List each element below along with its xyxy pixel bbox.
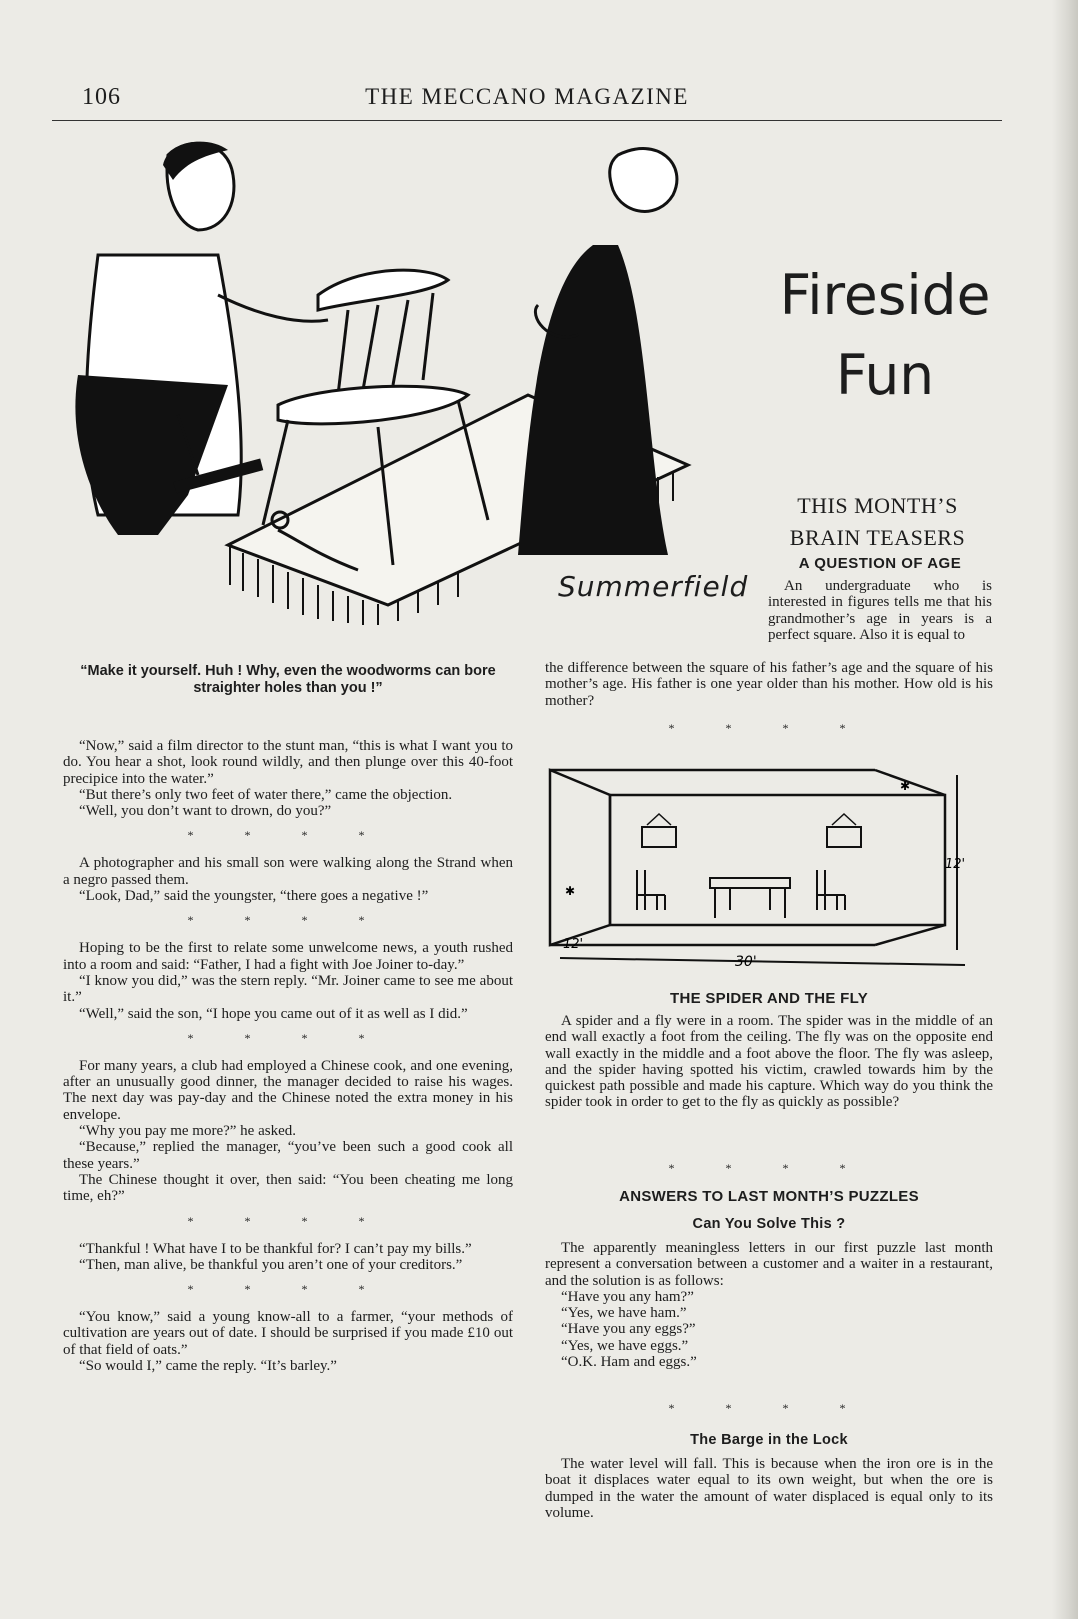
- separator-stars: * * * *: [187, 828, 389, 843]
- joke-paragraph: “I know you did,” was the stern reply. “Mr. Joiner came to see me about it.”: [63, 972, 513, 1006]
- joke-paragraph: “Look, Dad,” said the youngster, “there goes a negative !”: [79, 888, 429, 905]
- question-of-age-text-part1: [768, 578, 992, 643]
- cartoon-illustration: [58, 135, 748, 645]
- page-number: 106: [82, 84, 121, 110]
- joke-paragraph: “Then, man alive, be thankful you aren’t one of your creditors.”: [79, 1256, 463, 1273]
- length-label: 30': [735, 954, 757, 970]
- question-of-age-paragraph: the difference between the square of his father’s age and the square of his mother’s age. His father is one year older than his mother. How old is his mother?: [545, 660, 993, 709]
- spider-fly-paragraph: A spider and a fly were in a room. The spider was in the middle of an end wall exactly a foot from the ceiling. The fly was on the opposite end wall exactly in the middle and a foot above the floor. The fly was asleep, and the spider having spotted his victim, crawled towards him by the quickest path possible and made his capture. Which way do you think the spider took in order to get to the fly as quickly as possible?: [545, 1013, 993, 1111]
- joke: [63, 1058, 513, 1205]
- barge-paragraph: The water level will fall. This is because when the iron ore is in the boat it displaces water equal to its own weight, but when the ore is dumped in the water the amount of water displaced is equal only to its volume.: [545, 1456, 993, 1521]
- cartoon-caption: “Make it yourself. Huh ! Why, even the woodworms can bore straighter holes than you !”: [80, 663, 496, 696]
- can-you-solve-intro: The apparently meaningless letters in our first puzzle last month represent a conversation between a customer and a waiter in a restaurant, and the solution is as follows:: [545, 1240, 993, 1289]
- brain-teasers-heading: [755, 490, 1000, 554]
- joke-paragraph: “But there’s only two feet of water there,” came the objection.: [79, 786, 453, 803]
- jokes-column: [63, 738, 513, 1374]
- dialogue-line-3: “Have you any eggs?”: [561, 1321, 696, 1338]
- joke-paragraph: “Well,” said the son, “I hope you came out of it as well as I did.”: [79, 1005, 468, 1022]
- question-of-age-paragraph: An undergraduate who is interested in figures tells me that his grandmother’s age in years is a perfect square. Also it is equal to: [768, 578, 992, 643]
- separator-stars: * * * *: [187, 1213, 389, 1228]
- feature-title-line2: Fun: [835, 343, 935, 407]
- spider-fly-title: THE SPIDER AND THE FLY: [669, 990, 868, 1007]
- joke-paragraph: A photographer and his small son were walking along the Strand when a negro passed them.: [63, 855, 513, 888]
- brain-teasers-heading-line2: BRAIN TEASERS: [789, 525, 966, 550]
- can-you-solve-title: Can You Solve This ?: [692, 1216, 846, 1232]
- magazine-title: THE MECCANO MAGAZINE: [365, 84, 689, 109]
- separator-stars: * * * *: [668, 1401, 870, 1415]
- joke: [63, 738, 513, 819]
- separator-stars: * * * *: [668, 1161, 870, 1175]
- barge-title: The Barge in the Lock: [690, 1432, 848, 1448]
- question-of-age-title: A QUESTION OF AGE: [798, 555, 962, 572]
- joke-paragraph: “Why you pay me more?” he asked.: [79, 1123, 296, 1140]
- separator-stars: * * * *: [187, 913, 389, 928]
- joke-paragraph: “Well, you don’t want to drown, do you?”: [79, 803, 332, 820]
- spider-mark: ✱: [565, 884, 576, 898]
- joke-paragraph: “Because,” replied the manager, “you’ve been such a good cook all these years.”: [63, 1139, 513, 1172]
- spider-fly-text: [545, 1013, 993, 1111]
- width-label: 12': [563, 937, 584, 952]
- artist-signature: Summerfield: [558, 570, 749, 603]
- joke-paragraph: For many years, a club had employed a Chinese cook, and one evening, after an unusually good dinner, the manager decided to raise his wages. The next day was pay-day and the Chinese noted the extra money in his envelope.: [63, 1057, 513, 1123]
- dialogue-line-5: “O.K. Ham and eggs.”: [561, 1354, 697, 1371]
- page-edge: [1052, 0, 1078, 1619]
- answers-title: ANSWERS TO LAST MONTH’S PUZZLES: [619, 1188, 919, 1205]
- question-of-age-text-part2: [545, 660, 993, 709]
- feature-title: [770, 255, 1000, 415]
- can-you-solve-text: [545, 1240, 993, 1370]
- separator-stars: * * * *: [187, 1030, 389, 1045]
- joke: [63, 1309, 513, 1374]
- feature-title-line1: Fireside: [779, 263, 991, 327]
- joke: [63, 940, 513, 1021]
- joke-paragraph: The Chinese thought it over, then said: “You been cheating me long time, eh?”: [63, 1171, 513, 1205]
- fly-mark: ✱: [900, 779, 911, 793]
- joke: [63, 1241, 513, 1274]
- dialogue-line-1: “Have you any ham?”: [561, 1288, 694, 1305]
- joke-paragraph: “You know,” said a young know-all to a farmer, “your methods of cultivation are years out of date. I should be surprised if you made £10 out of that field of oats.”: [63, 1309, 513, 1358]
- room-diagram: [545, 760, 975, 970]
- dialogue-line-2: “Yes, we have ham.”: [561, 1305, 687, 1322]
- joke-paragraph: Hoping to be the first to relate some unwelcome news, a youth rushed into a room and said: “Father, I had a fight with Joe Joiner to-day.”: [63, 940, 513, 973]
- joke-paragraph: “Thankful ! What have I to be thankful for? I can’t pay my bills.”: [79, 1240, 472, 1257]
- joke-paragraph: “Now,” said a film director to the stunt man, “this is what I want you to do. You hear a shot, look round wildly, and then plunge over this 40-foot precipice into the water.”: [63, 738, 513, 787]
- page-header: [52, 80, 1002, 121]
- barge-text: [545, 1456, 993, 1521]
- dialogue-line-4: “Yes, we have eggs.”: [561, 1337, 689, 1354]
- height-label: 12': [945, 857, 966, 872]
- brain-teasers-heading-line1: THIS MONTH’S: [797, 493, 958, 518]
- separator-stars: * * * *: [668, 721, 870, 735]
- joke: [63, 855, 513, 904]
- separator-stars: * * * *: [187, 1282, 389, 1297]
- joke-paragraph: “So would I,” came the reply. “It’s barley.”: [79, 1358, 337, 1375]
